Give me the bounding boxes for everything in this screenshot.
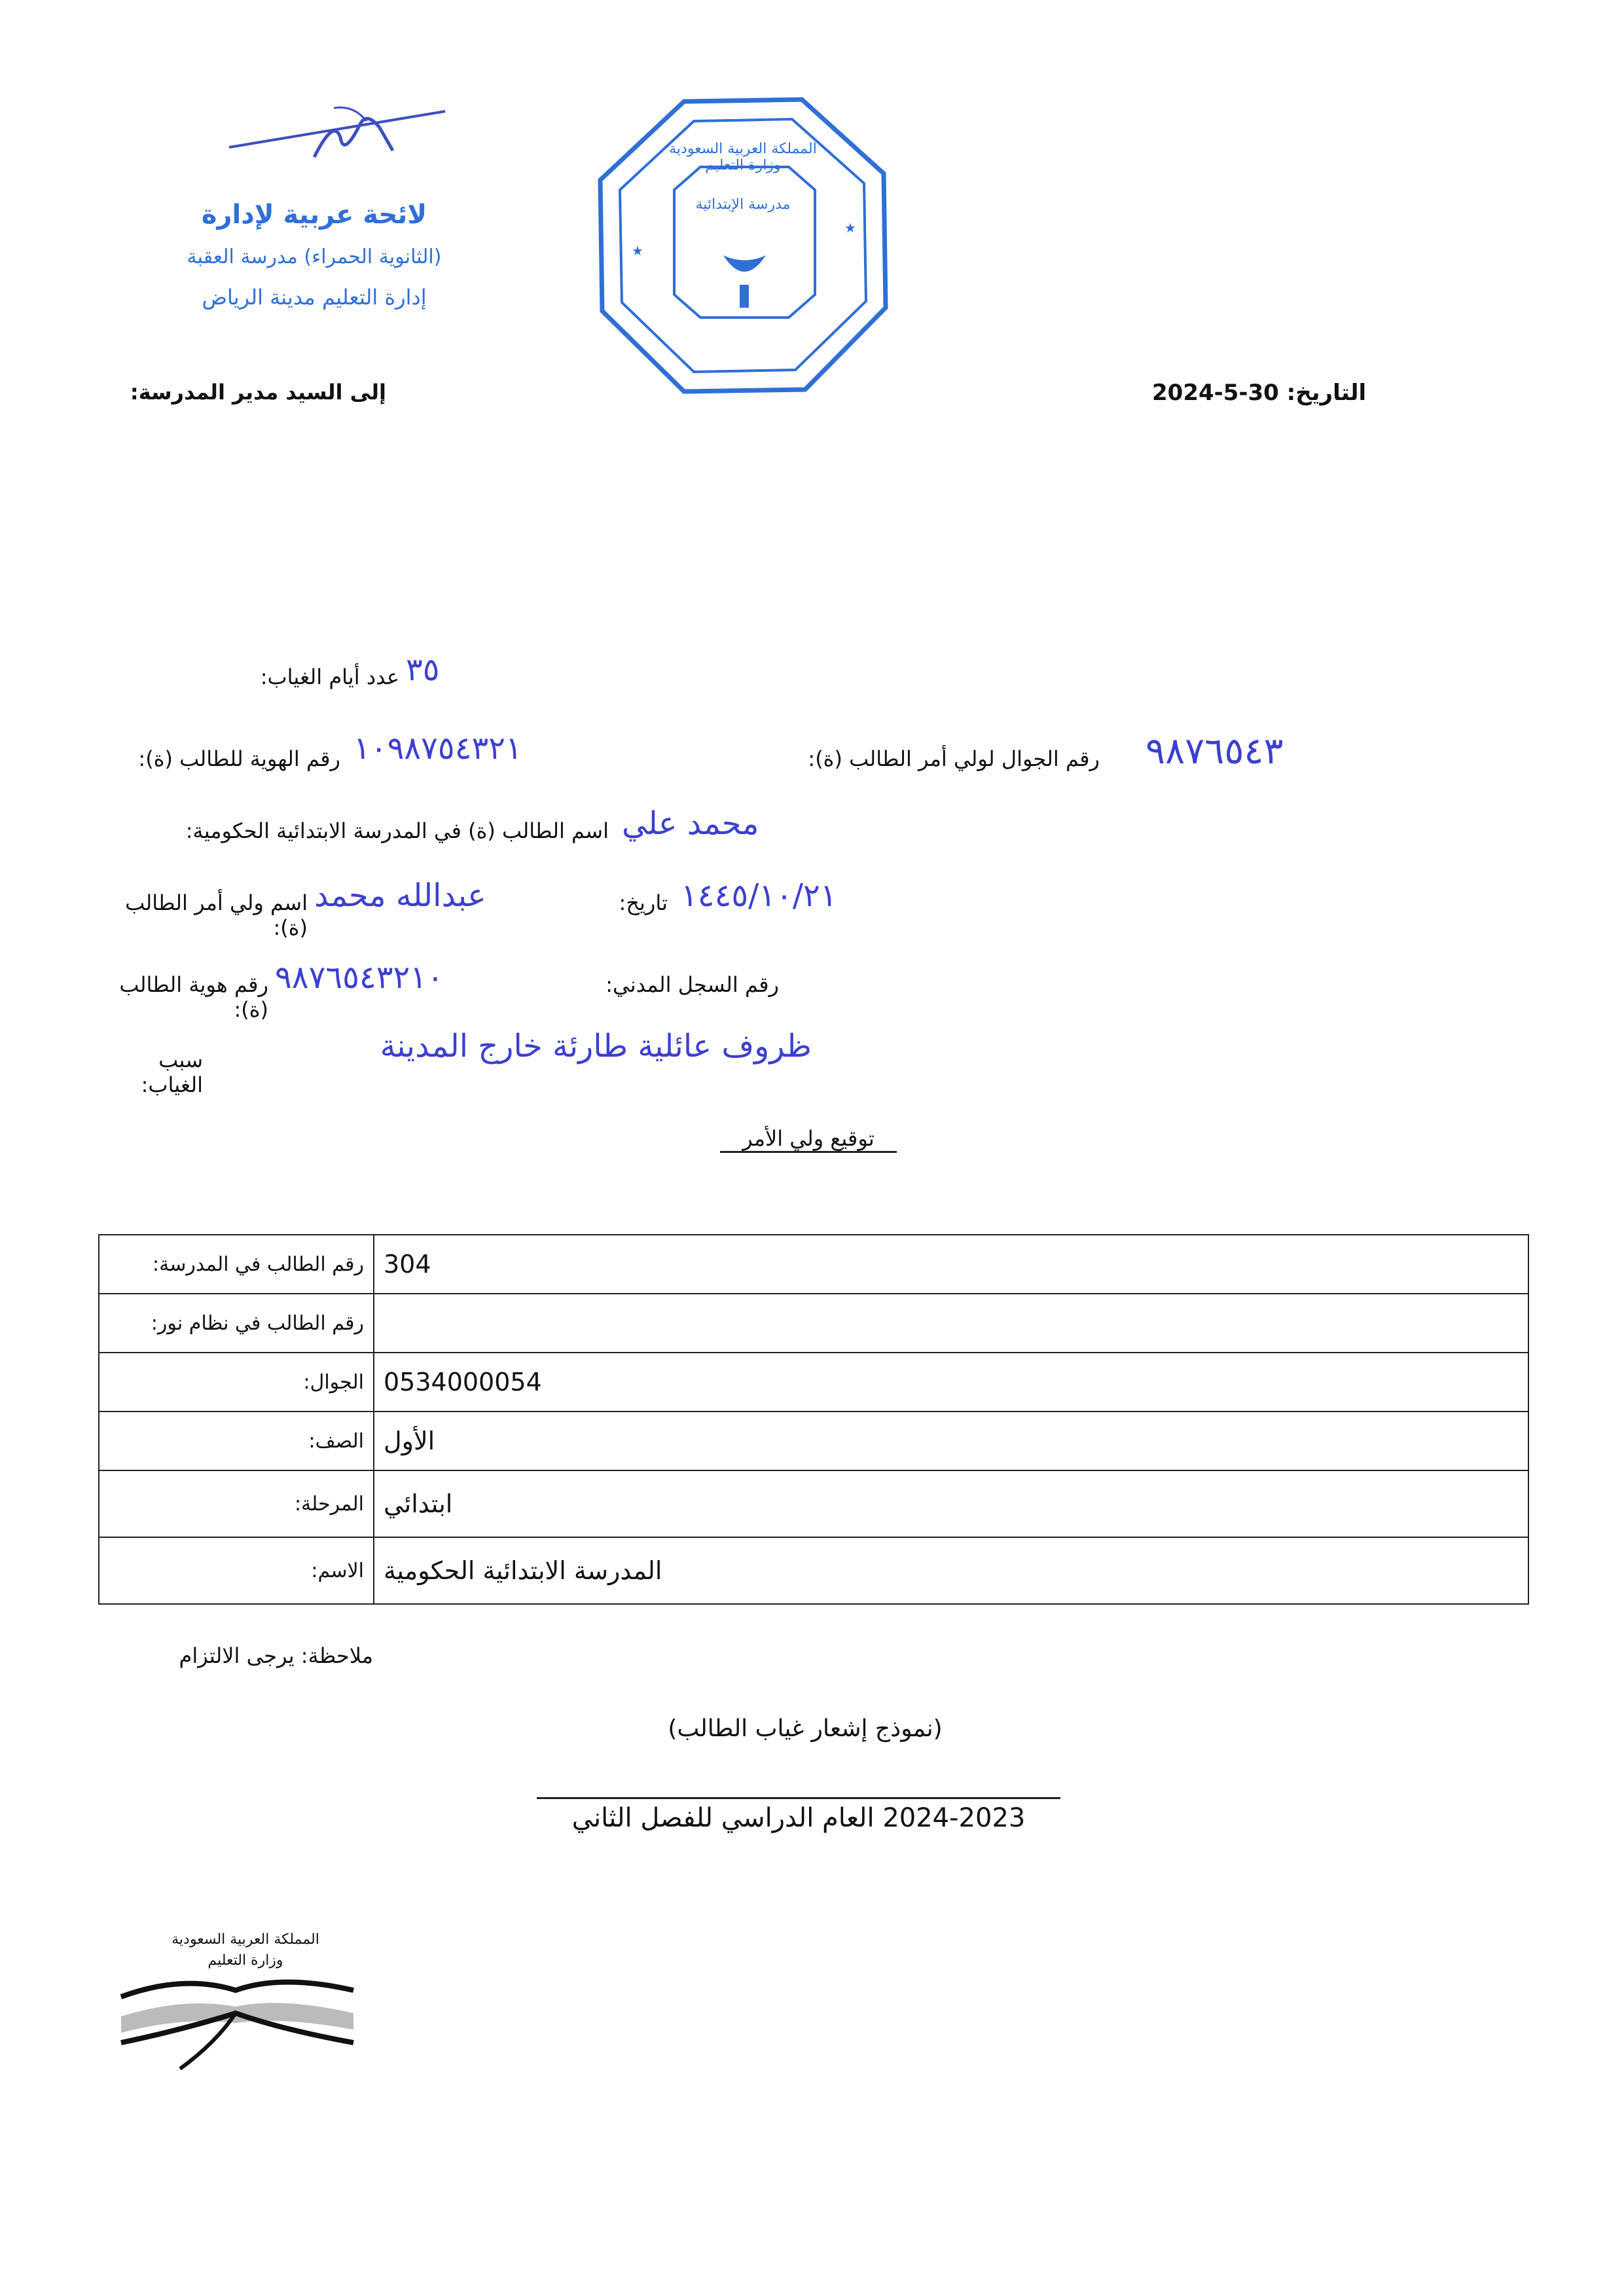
table-label: الاسم: — [99, 1537, 374, 1604]
ministry-logo — [118, 1931, 373, 2082]
seal-ring-text: المملكة العربية السعودية وزارة التعليم — [669, 141, 817, 173]
official-seal — [592, 92, 893, 399]
header-date-label: التاريخ: — [1286, 380, 1367, 406]
header-recipient: إلى السيد مدير المدرسة: — [130, 380, 386, 405]
civil-record-label: رقم السجل المدني: — [605, 972, 779, 997]
stamp-region: إدارة التعليم مدينة الرياض — [202, 285, 427, 310]
table-label: المرحلة: — [99, 1470, 374, 1537]
student-id-value: ٩٨٧٦٥٤٣٢١٠ — [275, 959, 444, 996]
signature-scribble — [118, 98, 511, 177]
guardian-name-label: اسم ولي أمر الطالب (ة): — [125, 890, 308, 940]
table-label: رقم الطالب في المدرسة: — [99, 1235, 374, 1294]
table-row — [99, 1412, 1528, 1470]
header-date — [1152, 380, 1401, 406]
student-name-label: اسم الطالب (ة) في المدرسة الابتدائية الحكومية: — [185, 818, 609, 843]
student-info-table — [98, 1234, 1529, 1605]
footer-note: ملاحظة: يرجى الالتزام — [179, 1643, 373, 1668]
school-stamp — [118, 98, 511, 334]
ministry-logo-subtext: وزارة التعليم — [208, 1952, 283, 1969]
table-label: الجوال: — [99, 1353, 374, 1412]
table-value: ابتدائي — [374, 1470, 1528, 1537]
table-value: 304 — [374, 1235, 1528, 1294]
student-name-value: محمد علي — [622, 805, 759, 842]
stamp-title: لائحة عربية لإدارة — [201, 200, 427, 230]
table-label: رقم الطالب في نظام نور: — [99, 1294, 374, 1353]
footer-academic-year: 2024-2023 العام الدراسي للفصل الثاني — [537, 1797, 1060, 1833]
absence-days-value: ٣٥ — [406, 651, 440, 688]
guardian-name-value: عبدالله محمد — [314, 877, 486, 914]
table-row — [99, 1294, 1528, 1353]
id-value: ١٠٩٨٧٥٤٣٢١ — [353, 730, 522, 767]
table-value: الأول — [374, 1412, 1528, 1470]
table-value — [374, 1294, 1528, 1353]
table-label: الصف: — [99, 1412, 374, 1470]
date-label: تاريخ: — [619, 890, 668, 915]
table-row — [99, 1353, 1528, 1412]
table-row — [99, 1537, 1528, 1604]
seal-inner-text: مدرسة الإبتدائية — [695, 196, 791, 213]
guardian-signature-label: توقيع ولي الأمر — [720, 1126, 897, 1153]
table-value: المدرسة الابتدائية الحكومية — [374, 1537, 1528, 1604]
svg-text:★: ★ — [632, 243, 643, 259]
table-row — [99, 1470, 1528, 1537]
table-row — [99, 1235, 1528, 1294]
reason-value: ظروف عائلية طارئة خارج المدينة — [380, 1028, 812, 1065]
svg-text:★: ★ — [844, 220, 856, 236]
absence-days-label: عدد أيام الغياب: — [260, 665, 399, 689]
date-value: ١٤٤٥/١٠/٢١ — [681, 877, 837, 914]
ministry-logo-text: المملكة العربية السعودية — [171, 1931, 319, 1948]
stamp-subtitle: (الثانوية الحمراء) مدرسة العقبة — [187, 246, 442, 268]
ministry-logo-mark — [118, 1971, 373, 2082]
reason-label: سبب الغياب: — [141, 1048, 203, 1097]
guardian-phone-label: رقم الجوال لولي أمر الطالب (ة): — [808, 746, 1100, 771]
id-label: رقم الهوية للطالب (ة): — [138, 746, 340, 771]
guardian-phone-value: ٩٨٧٦٥٤٣ — [1146, 730, 1284, 773]
table-value: 0534000054 — [374, 1353, 1528, 1412]
footer-form-title: (نموذج إشعار غياب الطالب) — [668, 1715, 943, 1742]
student-id-label: رقم هوية الطالب (ة): — [119, 972, 268, 1022]
header-date-value: 2024-5-30 — [1152, 380, 1279, 406]
